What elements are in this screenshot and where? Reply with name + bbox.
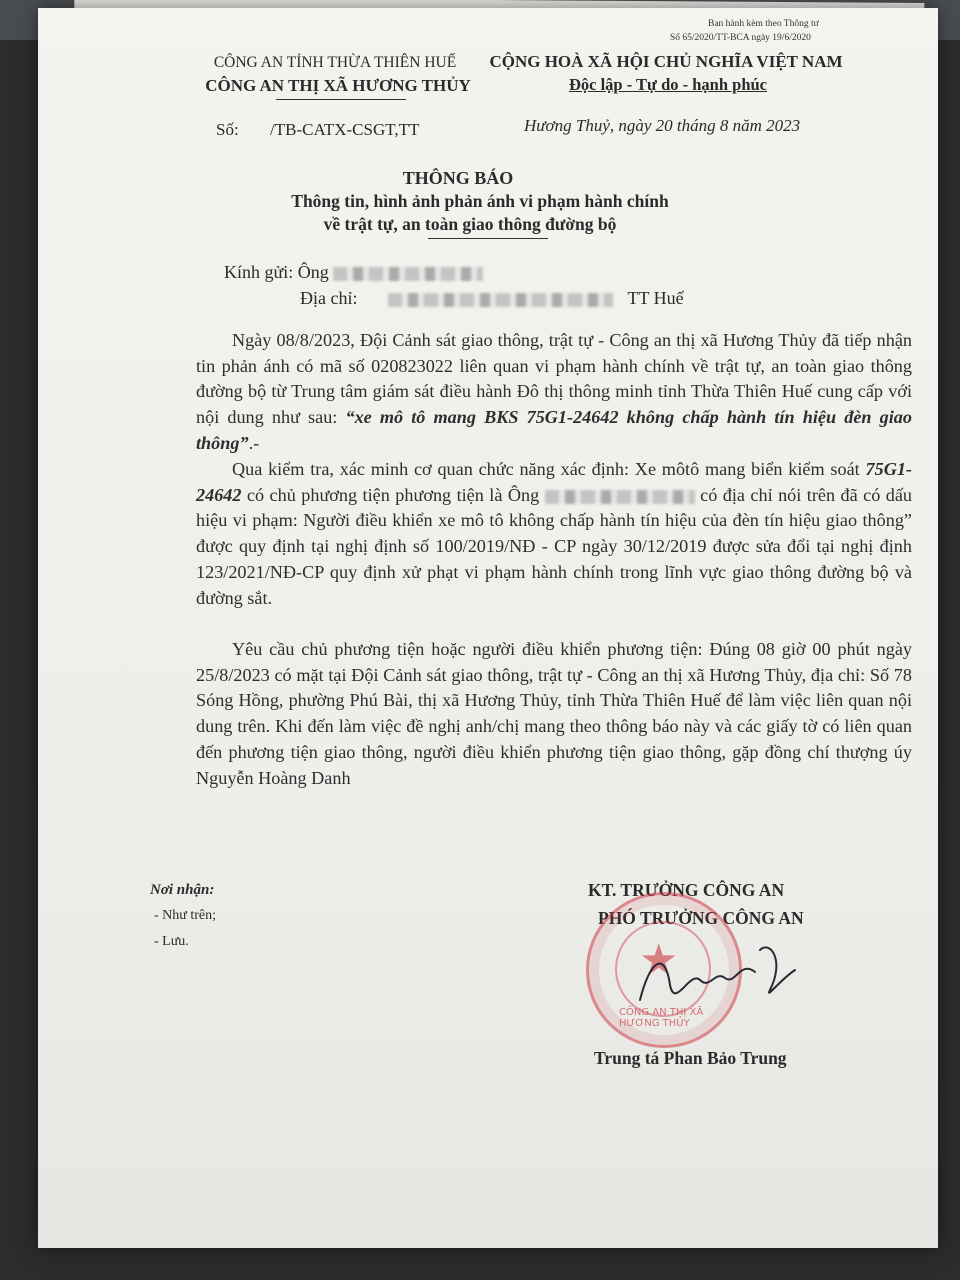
- issued-note-line1: Ban hành kèm theo Thông tư: [708, 19, 819, 29]
- paragraph-3: [196, 637, 912, 791]
- address-label: Địa chỉ:: [300, 288, 358, 308]
- doc-subtitle-1: Thông tin, hình ảnh phản ánh vi phạm hành chính: [291, 191, 669, 211]
- sign-title-2: PHÓ TRƯỞNG CÔNG AN: [598, 908, 804, 928]
- doc-title: THÔNG BÁO: [402, 168, 514, 188]
- redacted-owner: [545, 490, 695, 504]
- doc-number-label: Số:: [216, 120, 239, 139]
- sign-title-1: KT. TRƯỞNG CÔNG AN: [588, 880, 785, 900]
- paragraph-2: [196, 457, 912, 611]
- doc-subtitle-2: về trật tự, an toàn giao thông đường bộ: [323, 214, 617, 234]
- agency-underline: [276, 99, 406, 100]
- issued-note-line2: Số 65/2020/TT-BCA ngày 19/6/2020: [670, 33, 811, 43]
- p2-text-c: có địa chỉ nói trên đã có dấu hiệu vi phạm: Người điều khiển xe mô tô không chấp hành tín hiệu của đèn tín hiệu giao thông” được quy định tại nghị định số 100/2019/NĐ - CP ngày 30/12/2019 được sửa đổi tại nghị định 123/2021/NĐ-CP quy định xử phạt vi phạm hành chính trong lĩnh vực giao thông đường bộ và đường sắt.: [196, 484, 913, 608]
- p2-text-b: có chủ phương tiện phương tiện là Ông: [241, 484, 540, 505]
- recipient-to: Kính gửi: Ông: [224, 262, 329, 282]
- document-page: [38, 8, 938, 1248]
- p1-text: Ngày 08/8/2023, Đội Cảnh sát giao thông, trật tự - Công an thị xã Hương Thủy đã tiếp nhận tin phản ánh có mã số 020823022 liên quan vi phạm hành chính về trật tự, an toàn giao thông đường bộ từ Trung tâm giám sát điều hành Đô thị thông minh tỉnh Thừa Thiên Huế cung cấp với nội dung như sau:: [196, 330, 912, 428]
- stamp-text: CÔNG AN THỊ XÃ HƯƠNG THỦY: [619, 1007, 704, 1029]
- agency-name: CÔNG AN THỊ XÃ HƯƠNG THỦY: [205, 76, 471, 95]
- recipients-label: Nơi nhận:: [150, 882, 215, 898]
- motto: Độc lập - Tự do - hạnh phúc: [568, 75, 768, 94]
- recipient-address: [300, 288, 684, 309]
- p2-text-a: Qua kiểm tra, xác minh cơ quan chức năng xác định: Xe môtô mang biển kiểm soát: [232, 459, 866, 479]
- doc-number: /TB-CATX-CSGT,TT: [270, 120, 420, 139]
- recipients-item-2: - Lưu.: [154, 934, 189, 949]
- p3-text: Yêu cầu chủ phương tiện hoặc người điều khiển phương tiện: Đúng 08 giờ 00 phút ngày 25/8/2023 có mặt tại Đội Cảnh sát giao thông, trật tự - Công an thị xã Hương Thủy, địa chỉ: Số 78 Sóng Hồng, phường Phú Bài, thị xã Hương Thủy, tỉnh Thừa Thiên Huế để làm việc liên quan nội dung trên. Khi đến làm việc đề nghị anh/chị mang theo thông báo này và các giấy tờ có liên quan đến phương tiện giao thông, người điều khiển phương tiện giao thông, gặp đồng chí thượng úy Nguyễn Hoàng Danh: [196, 639, 912, 788]
- signature: [620, 930, 820, 1020]
- recipients-item-1: - Như trên;: [154, 908, 217, 923]
- title-underline: [428, 238, 548, 239]
- agency-parent: CÔNG AN TỈNH THỪA THIÊN HUẾ: [213, 54, 457, 71]
- p2-plate: 75G1-24642: [196, 459, 912, 505]
- country-name: CỘNG HOÀ XÃ HỘI CHỦ NGHĨA VIỆT NAM: [489, 52, 843, 71]
- stamp-star-icon: ★: [639, 935, 679, 986]
- recipient-label: [224, 262, 483, 283]
- redacted-name: [333, 267, 483, 281]
- signer-name: Trung tá Phan Bảo Trung: [594, 1048, 787, 1068]
- redacted-address: [388, 293, 613, 307]
- place-date: Hương Thuỷ, ngày 20 tháng 8 năm 2023: [524, 116, 801, 135]
- p1-end: .-: [248, 432, 260, 453]
- address-tail: TT Huế: [627, 288, 684, 308]
- paragraph-1: [196, 328, 912, 457]
- p1-quote: “xe mô tô mang BKS 75G1-24642 không chấp hành tín hiệu đèn giao thông”: [196, 407, 912, 453]
